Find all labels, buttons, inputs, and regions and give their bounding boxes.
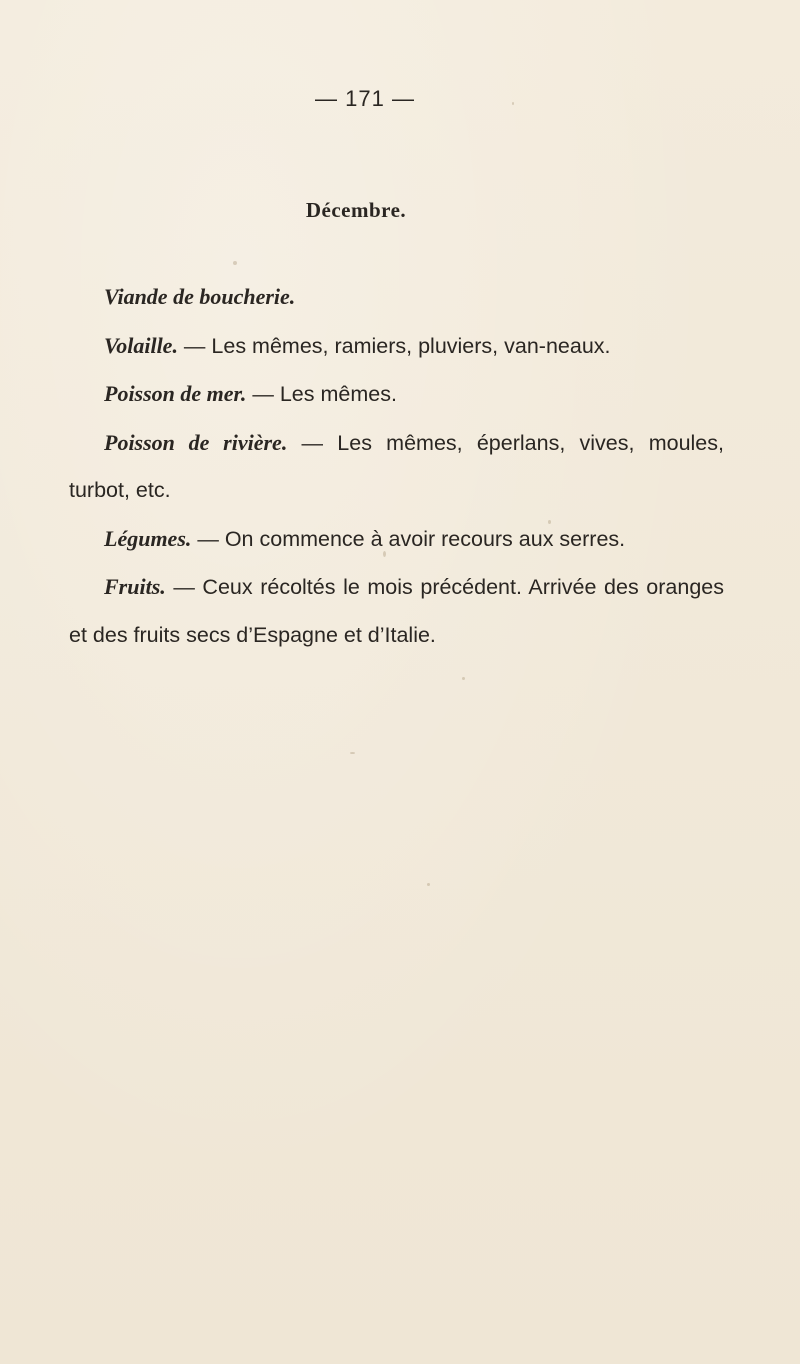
entry-poisson-riviere [69,419,724,515]
entry-term: Fruits. [104,574,166,599]
entry-poisson-mer [69,370,724,419]
entry-text: — Les mêmes, éperlans, vives, moules, turbot, etc. [69,430,724,502]
page-number: — 171 — [315,86,415,111]
entry-term: Poisson de mer. [104,381,247,406]
entry-term: Légumes. [104,525,192,551]
entries-list [69,273,724,659]
entry-text: — On commence à avoir recours aux serres. [191,526,626,551]
paper-speck [548,520,551,524]
entry-text: — Ceux récoltés le mois précédent. Arrivée des oranges et des fruits secs d’Espagne et d’Italie. [69,575,724,647]
paper-speck [512,102,514,105]
entry-term: Viande de boucherie. [104,284,296,309]
paper-speck [462,677,465,680]
paper-speck [350,752,355,754]
paper-speck [383,551,386,557]
entry-viande [69,273,724,322]
entry-text: — Les mêmes. [246,382,397,406]
paper-speck [427,883,430,886]
entry-legumes [69,515,724,564]
paper-speck [233,261,237,265]
entry-volaille [69,322,724,371]
entry-fruits [69,563,724,659]
entry-text: — Les mêmes, ramiers, pluviers, van-neaux. [177,333,611,358]
month-heading: Décembre. [305,198,407,222]
entry-term: Poisson de rivière. [104,429,288,455]
entry-term: Volaille. [104,332,178,358]
